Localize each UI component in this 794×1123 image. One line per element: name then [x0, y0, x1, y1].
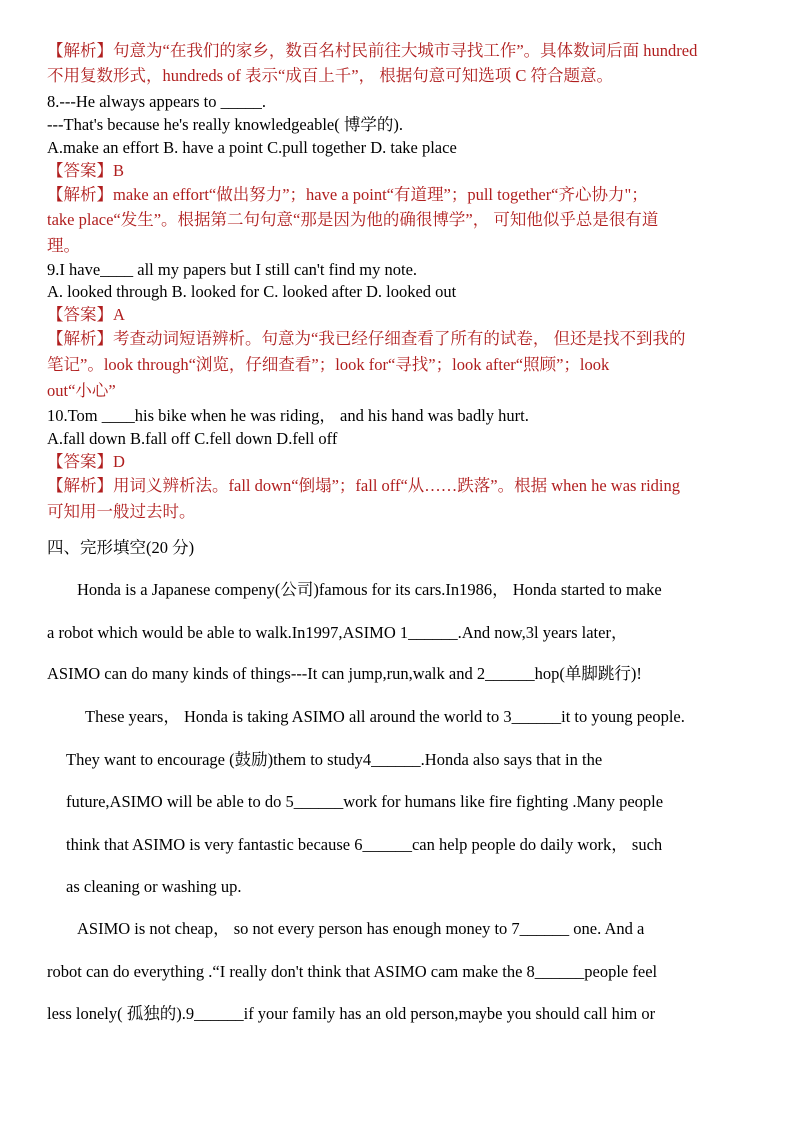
- passage-line: think that ASIMO is very fantastic because 6______can help people do daily work， such: [66, 835, 663, 854]
- q9-stem: 9.I have____ all my papers but I still can't find my note.: [47, 260, 418, 279]
- passage-line: robot can do everything .“I really don't think that ASIMO cam make the 8______people feel: [47, 962, 658, 981]
- q8-answer: 【答案】B: [47, 161, 125, 180]
- section-4-heading: 四、完形填空(20 分): [47, 538, 195, 557]
- q8-stem: 8.---He always appears to _____.: [47, 92, 267, 111]
- q9-options: A. looked through B. looked for C. looked after D. looked out: [47, 282, 457, 301]
- passage-line: less lonely( 孤独的).9______if your family has an old person,maybe you should call him or: [47, 1004, 656, 1023]
- passage-line: ASIMO can do many kinds of things---It can jump,run,walk and 2______hop(单脚跳行)!: [47, 664, 642, 683]
- q10-explanation-line-2: 可知用一般过去时。: [47, 502, 196, 521]
- q8-explanation-line-2: take place“发生”。根据第二句句意“那是因为他的确很博学”， 可知他似乎总是很有道: [47, 210, 659, 229]
- passage-line: ASIMO is not cheap， so not every person has enough money to 7______ one. And a: [77, 919, 645, 938]
- q10-stem: 10.Tom ____his bike when he was riding， and his hand was badly hurt.: [47, 406, 529, 425]
- q9-explanation-line-2: 笔记”。look through“浏览，仔细查看”；look for“寻找”；look after“照顾”；look: [47, 355, 610, 374]
- passage-line: as cleaning or washing up.: [66, 877, 242, 896]
- q7-explanation-line-1: 【解析】句意为“在我们的家乡，数百名村民前往大城市寻找工作”。具体数词后面 hundred: [47, 41, 698, 60]
- q10-options: A.fall down B.fall off C.fell down D.fell off: [47, 429, 338, 448]
- q8-explanation-line-3: 理。: [47, 236, 80, 255]
- passage-line: future,ASIMO will be able to do 5______work for humans like fire fighting .Many people: [66, 792, 664, 811]
- q10-answer: 【答案】D: [47, 452, 125, 471]
- q8-options: A.make an effort B. have a point C.pull together D. take place: [47, 138, 457, 157]
- q9-answer: 【答案】A: [47, 305, 125, 324]
- passage-line: a robot which would be able to walk.In1997,ASIMO 1______.And now,3l years later，: [47, 623, 628, 642]
- q9-explanation-line-1: 【解析】考查动词短语辨析。句意为“我已经仔细查看了所有的试卷， 但还是找不到我的: [47, 329, 686, 348]
- q7-explanation-line-2: 不用复数形式，hundreds of 表示“成百上千”， 根据句意可知选项 C 符合题意。: [47, 66, 614, 85]
- passage-line: They want to encourage (鼓励)them to study4______.Honda also says that in the: [66, 750, 603, 769]
- passage-line: These years， Honda is taking ASIMO all around the world to 3______it to young people.: [85, 707, 685, 726]
- q8-reply: ---That's because he's really knowledgeable( 博学的).: [47, 115, 403, 134]
- q10-explanation-line-1: 【解析】用词义辨析法。fall down“倒塌”；fall off“从……跌落”。根据 when he was riding: [47, 476, 681, 495]
- q8-explanation-line-1: 【解析】make an effort“做出努力”；have a point“有道理”；pull together“齐心协力"；: [47, 185, 648, 204]
- q9-explanation-line-3: out“小心”: [47, 381, 116, 400]
- passage-line: Honda is a Japanese compeny(公司)famous for its cars.In1986， Honda started to make: [77, 580, 662, 599]
